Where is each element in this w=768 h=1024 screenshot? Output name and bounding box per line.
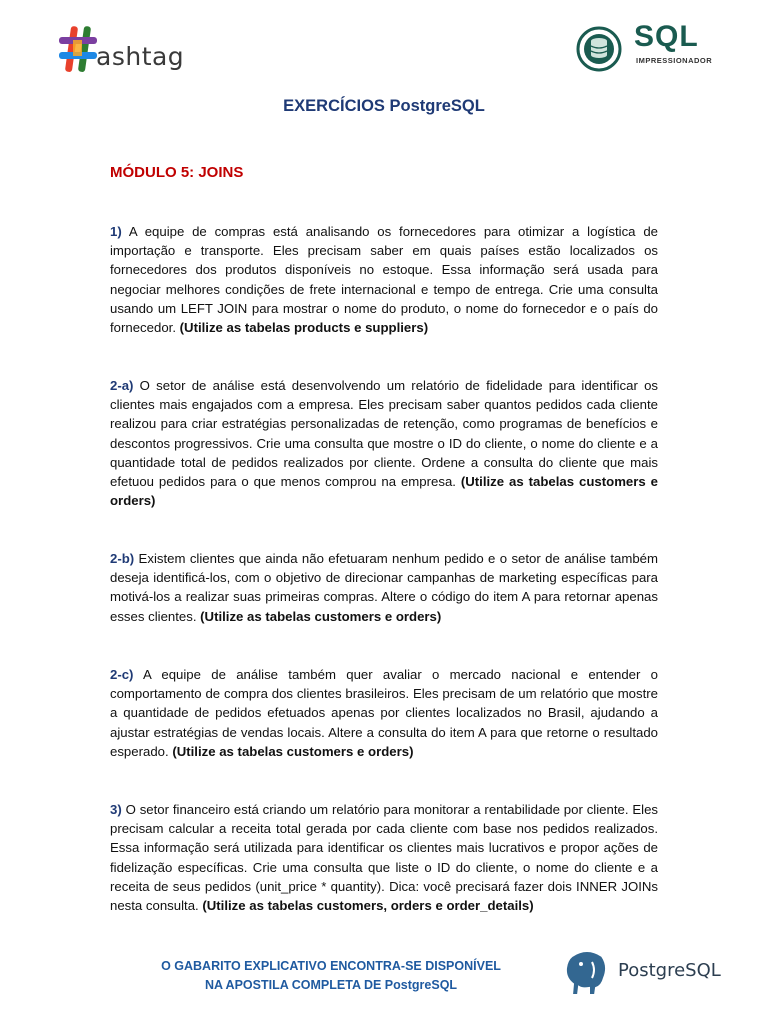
exercise-text: A equipe de compras está analisando os fornecedores para otimizar a logística de importação e transporte. Eles precisam saber em quais países estão localizados os fornecedores dos produtos disponíveis no estoque. Essa informação será usada para negociar melhores condições de frete internacional e tempo de entrega. Crie uma consulta usando um LEFT JOIN para mostrar o nome do produto, o nome do fornecedor e o país do fornecedor. — [110, 224, 658, 336]
sql-impressionador-logo — [576, 20, 726, 72]
elephant-icon — [562, 948, 612, 996]
exercise-number: 1) — [110, 224, 122, 239]
exercise-2b — [110, 549, 658, 626]
hashtag-logo-text: ashtag — [96, 42, 185, 71]
exercise-hint: (Utilize as tabelas customers e orders) — [200, 608, 442, 624]
exercise-text: A equipe de análise também quer avaliar o mercado nacional e entender o comportamento de compra dos clientes brasileiros. Eles precisam de um relatório que mostre a quantidade de pedidos efetuados apenas por clientes localizados no Brasil, ajudando a ajustar estratégias de vendas locais. Altere a consulta do item A para que retorne o resultado esperado. — [110, 667, 658, 759]
exercise-2c — [110, 665, 658, 761]
module-heading: MÓDULO 5: JOINS — [110, 164, 244, 181]
database-icon — [576, 26, 622, 72]
exercise-2a — [110, 376, 658, 510]
sql-logo-text: SQL — [634, 20, 699, 53]
postgresql-logo-text: PostgreSQL — [618, 960, 721, 981]
exercise-number: 2-b) — [110, 551, 135, 566]
exercise-number: 2-a) — [110, 378, 134, 393]
exercise-number: 3) — [110, 802, 122, 817]
footer-line-1: O GABARITO EXPLICATIVO ENCONTRA-SE DISPONÍVEL — [161, 959, 501, 973]
exercise-hint: (Utilize as tabelas customers e orders) — [110, 474, 658, 509]
postgresql-logo — [562, 948, 721, 996]
exercise-text: O setor financeiro está criando um relatório para monitorar a rentabilidade por cliente. Eles precisam calcular a receita total gerada por cada cliente com base nos pedidos realizados. Essa informação será utilizada para identificar os clientes mais lucrativos e propor ações de fidelização específicas. Crie uma consulta que liste o ID do cliente, o nome do cliente e a receita de seus pedidos (unit_price * quantity). Dica: você precisará fazer dois INNER JOINs nesta consulta. — [110, 802, 658, 914]
exercise-number: 2-c) — [110, 667, 134, 682]
page-title: EXERCÍCIOS PostgreSQL — [283, 97, 485, 115]
exercise-hint: (Utilize as tabelas customers, orders e order_details) — [202, 898, 534, 914]
exercise-text: Existem clientes que ainda não efetuaram nenhum pedido e o setor de análise também deseja identificá-los, com o objetivo de direcionar campanhas de marketing específicas para motivá-los a realizar suas primeiras compras. Altere o código do item A para retornar apenas esses clientes. — [110, 551, 658, 624]
hashtag-logo — [58, 20, 183, 78]
sql-logo-subtext: IMPRESSIONADOR — [636, 56, 713, 65]
exercise-text: O setor de análise está desenvolvendo um relatório de fidelidade para identificar os clientes mais engajados com a empresa. Eles precisam saber quantos pedidos cada cliente realizou para criar estratégias personalizadas de retenção, como programas de benefícios e descontos progressivos. Crie uma consulta que mostre o ID do cliente, o nome do cliente e a quantidade total de pedidos realizados por cliente. Ordene a consulta do cliente que mais efetuou pedidos para o que menos comprou na empresa. — [110, 378, 658, 490]
exercise-1 — [110, 222, 658, 337]
exercise-3 — [110, 800, 658, 915]
hashtag-icon — [58, 24, 98, 74]
footer-line-2: NA APOSTILA COMPLETA DE PostgreSQL — [204, 978, 458, 992]
exercise-hint: (Utilize as tabelas customers e orders) — [172, 743, 414, 759]
footer-note — [120, 957, 542, 995]
exercise-hint: (Utilize as tabelas products e suppliers) — [179, 320, 429, 336]
